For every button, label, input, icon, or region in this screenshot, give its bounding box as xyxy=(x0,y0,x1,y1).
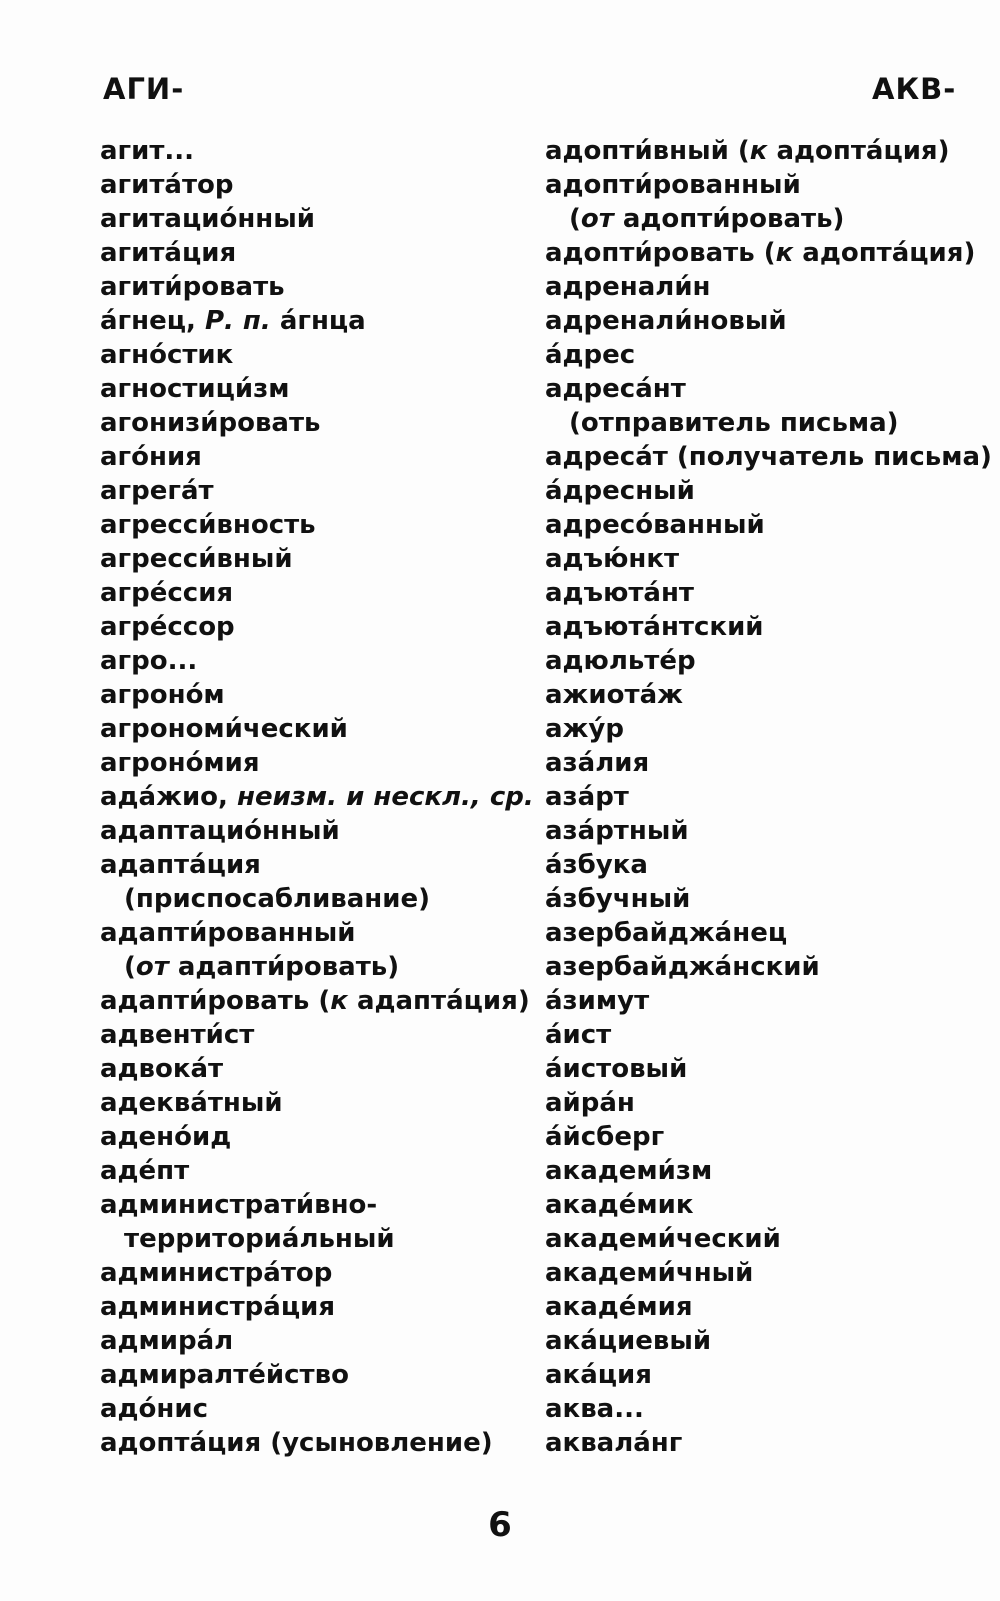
dictionary-entry xyxy=(545,304,985,338)
dictionary-entry xyxy=(100,1256,520,1290)
entry-text: а́истовый xyxy=(545,1054,688,1084)
dictionary-entry xyxy=(100,406,520,440)
dictionary-entry xyxy=(100,576,520,610)
dictionary-entry xyxy=(545,168,985,202)
entry-text: а́збучный xyxy=(545,884,691,914)
entry-text-rest: а́гнца xyxy=(270,306,366,336)
entry-text: адъю́нкт xyxy=(545,544,680,574)
entry-text: агре́ссия xyxy=(100,578,234,608)
entry-text: ( xyxy=(569,204,581,234)
entry-text: аго́ния xyxy=(100,442,202,472)
entry-grammar-note: Р. п. xyxy=(204,306,271,336)
dictionary-entry xyxy=(100,304,520,338)
entry-text: адмира́л xyxy=(100,1326,234,1356)
dictionary-entry xyxy=(100,168,520,202)
entry-text: администра́тор xyxy=(100,1258,333,1288)
dictionary-entry xyxy=(100,542,520,576)
entry-text: адюльте́р xyxy=(545,646,696,676)
entry-text: агроно́м xyxy=(100,680,225,710)
dictionary-entry xyxy=(100,916,520,950)
dictionary-entry xyxy=(545,1120,985,1154)
dictionary-entry xyxy=(545,1052,985,1086)
dictionary-entry xyxy=(100,508,520,542)
entry-text: адъюта́нт xyxy=(545,578,695,608)
entry-text: адреса́нт xyxy=(545,374,686,404)
entry-text: агно́стик xyxy=(100,340,234,370)
dictionary-entry xyxy=(100,644,520,678)
entry-text: агностици́зм xyxy=(100,374,290,404)
dictionary-entry xyxy=(545,576,985,610)
dictionary-entry xyxy=(545,1358,985,1392)
entry-text: а́дресный xyxy=(545,476,695,506)
dictionary-entry xyxy=(545,1324,985,1358)
dictionary-entry xyxy=(100,1018,520,1052)
entry-text: а́дрес xyxy=(545,340,636,370)
dictionary-entry xyxy=(545,1290,985,1324)
dictionary-entry xyxy=(100,712,520,746)
entry-text: аде́пт xyxy=(100,1156,190,1186)
dictionary-entry xyxy=(100,474,520,508)
entry-text: агре́ссор xyxy=(100,612,235,642)
entry-text: адаптацио́нный xyxy=(100,816,340,846)
dictionary-entry xyxy=(545,508,985,542)
dictionary-entry xyxy=(545,746,985,780)
dictionary-entry xyxy=(100,202,520,236)
entry-text: а́зимут xyxy=(545,986,650,1016)
entry-text: а́йсберг xyxy=(545,1122,665,1152)
entry-text: (отправитель письма) xyxy=(569,408,899,438)
entry-text: адапта́ция xyxy=(100,850,261,880)
entry-text: а́гнец, xyxy=(100,306,205,336)
entry-text: а́збука xyxy=(545,850,648,880)
dictionary-entry xyxy=(100,134,520,168)
entry-text: ака́циевый xyxy=(545,1326,712,1356)
dictionary-entry xyxy=(545,1018,985,1052)
entry-text: агита́тор xyxy=(100,170,234,200)
entry-text: агонизи́ровать xyxy=(100,408,321,438)
entry-text: администра́ция xyxy=(100,1292,336,1322)
entry-text: территориа́льный xyxy=(124,1224,395,1254)
dictionary-entry xyxy=(545,202,985,236)
dictionary-entry xyxy=(100,270,520,304)
dictionary-entry xyxy=(100,848,520,882)
dictionary-entry xyxy=(545,780,985,814)
entry-text: аква... xyxy=(545,1394,644,1424)
dictionary-entry xyxy=(100,1188,520,1222)
entry-text: агитацио́нный xyxy=(100,204,315,234)
entry-grammar-note: неизм. и нескл., ср. xyxy=(236,782,534,812)
dictionary-entry xyxy=(545,1256,985,1290)
dictionary-entry xyxy=(545,984,985,1018)
dictionary-entry xyxy=(100,780,534,814)
entry-text: агресси́вность xyxy=(100,510,316,540)
entry-text: айра́н xyxy=(545,1088,635,1118)
dictionary-entry xyxy=(545,270,985,304)
entry-text: адъюта́нтский xyxy=(545,612,764,642)
entry-text: адвенти́ст xyxy=(100,1020,255,1050)
entry-text: агроно́мия xyxy=(100,748,260,778)
dictionary-entry xyxy=(545,814,985,848)
entry-text: адопти́вный ( xyxy=(545,136,750,166)
entry-grammar-note: от xyxy=(580,204,614,234)
dictionary-entry xyxy=(545,406,985,440)
running-header-left: АГИ- xyxy=(103,72,185,106)
entry-grammar-note: к xyxy=(775,238,794,268)
entry-text: адопти́рованный xyxy=(545,170,801,200)
entry-text: академи́зм xyxy=(545,1156,713,1186)
dictionary-entry xyxy=(100,1290,520,1324)
entry-text: адресо́ванный xyxy=(545,510,765,540)
entry-text: агита́ция xyxy=(100,238,237,268)
entry-text: азербайджа́нец xyxy=(545,918,788,948)
dictionary-entry xyxy=(100,1154,520,1188)
dictionary-entry xyxy=(100,610,520,644)
entry-text: адапти́рованный xyxy=(100,918,356,948)
entry-text: академи́ческий xyxy=(545,1224,781,1254)
dictionary-entry xyxy=(100,372,520,406)
dictionary-entry xyxy=(545,644,985,678)
entry-grammar-note: к xyxy=(749,136,768,166)
dictionary-entry xyxy=(100,338,520,372)
entry-text: адопта́ция (усыновление) xyxy=(100,1428,493,1458)
entry-text: адренали́новый xyxy=(545,306,787,336)
running-header-right: АКВ- xyxy=(872,72,957,106)
dictionary-entry xyxy=(545,236,985,270)
entry-text: адапти́ровать ( xyxy=(100,986,331,1016)
entry-text: академи́чный xyxy=(545,1258,754,1288)
entry-text: аза́ртный xyxy=(545,816,689,846)
dictionary-entry xyxy=(545,1392,985,1426)
entry-text: адеква́тный xyxy=(100,1088,283,1118)
entry-text: адено́ид xyxy=(100,1122,232,1152)
dictionary-entry xyxy=(100,1324,520,1358)
entry-text: адренали́н xyxy=(545,272,711,302)
dictionary-entry xyxy=(100,746,520,780)
entry-text-rest: адопта́ция) xyxy=(793,238,976,268)
dictionary-entry xyxy=(100,814,520,848)
dictionary-entry xyxy=(545,542,985,576)
entry-text: администрати́вно- xyxy=(100,1190,378,1220)
entry-text: агресси́вный xyxy=(100,544,293,574)
entry-text: акаде́мик xyxy=(545,1190,694,1220)
entry-text: агит... xyxy=(100,136,195,166)
entry-text: агрономи́ческий xyxy=(100,714,348,744)
entry-text: акаде́мия xyxy=(545,1292,693,1322)
dictionary-entry xyxy=(545,1222,985,1256)
entry-grammar-note: к xyxy=(330,986,348,1016)
entry-text-rest: адопти́ровать) xyxy=(613,204,845,234)
dictionary-entry xyxy=(545,950,985,984)
dictionary-entry xyxy=(545,1188,985,1222)
entry-text: (приспосабливание) xyxy=(124,884,430,914)
dictionary-entry xyxy=(100,1120,520,1154)
entry-text: адопти́ровать ( xyxy=(545,238,776,268)
dictionary-entry xyxy=(545,848,985,882)
dictionary-entry xyxy=(545,1426,985,1460)
entry-text: адо́нис xyxy=(100,1394,208,1424)
entry-text: ( xyxy=(124,952,136,982)
dictionary-entry xyxy=(545,678,985,712)
dictionary-entry xyxy=(545,1086,985,1120)
dictionary-entry xyxy=(545,372,985,406)
dictionary-entry xyxy=(545,338,985,372)
dictionary-entry xyxy=(100,1052,520,1086)
dictionary-entry xyxy=(100,1426,520,1460)
entry-text-rest: адапта́ция) xyxy=(347,986,530,1016)
entry-grammar-note: от xyxy=(135,952,169,982)
entry-text: ака́ция xyxy=(545,1360,652,1390)
dictionary-entry xyxy=(100,1086,520,1120)
dictionary-entry xyxy=(100,950,520,984)
left-column xyxy=(100,134,534,1460)
entry-text: ада́жио, xyxy=(100,782,237,812)
entry-text: а́ист xyxy=(545,1020,612,1050)
entry-text: адвока́т xyxy=(100,1054,224,1084)
entry-text: адмиралте́йство xyxy=(100,1360,349,1390)
entry-text: аза́рт xyxy=(545,782,629,812)
dictionary-entry xyxy=(545,134,985,168)
dictionary-entry xyxy=(100,1222,520,1256)
page-number: 6 xyxy=(488,1505,512,1545)
dictionary-entry xyxy=(100,440,520,474)
dictionary-entry xyxy=(100,678,520,712)
dictionary-entry xyxy=(545,712,985,746)
dictionary-entry xyxy=(100,1358,520,1392)
right-column xyxy=(545,134,992,1460)
dictionary-entry xyxy=(545,882,985,916)
dictionary-entry xyxy=(100,1392,520,1426)
entry-text: адреса́т (получатель письма) xyxy=(545,442,992,472)
entry-text: агро... xyxy=(100,646,198,676)
entry-text: ажиота́ж xyxy=(545,680,683,710)
dictionary-entry xyxy=(545,474,985,508)
entry-text: азербайджа́нский xyxy=(545,952,820,982)
dictionary-entry xyxy=(545,916,985,950)
entry-text: агити́ровать xyxy=(100,272,285,302)
dictionary-entry xyxy=(100,882,520,916)
entry-text: агрега́т xyxy=(100,476,214,506)
entry-text-rest: адопта́ция) xyxy=(767,136,950,166)
entry-text-rest: адапти́ровать) xyxy=(168,952,400,982)
entry-text: ажу́р xyxy=(545,714,624,744)
entry-text: аза́лия xyxy=(545,748,650,778)
dictionary-entry xyxy=(545,440,992,474)
entry-text: аквала́нг xyxy=(545,1428,683,1458)
dictionary-entry xyxy=(545,610,985,644)
dictionary-entry xyxy=(545,1154,985,1188)
dictionary-entry xyxy=(100,236,520,270)
dictionary-entry xyxy=(100,984,530,1018)
